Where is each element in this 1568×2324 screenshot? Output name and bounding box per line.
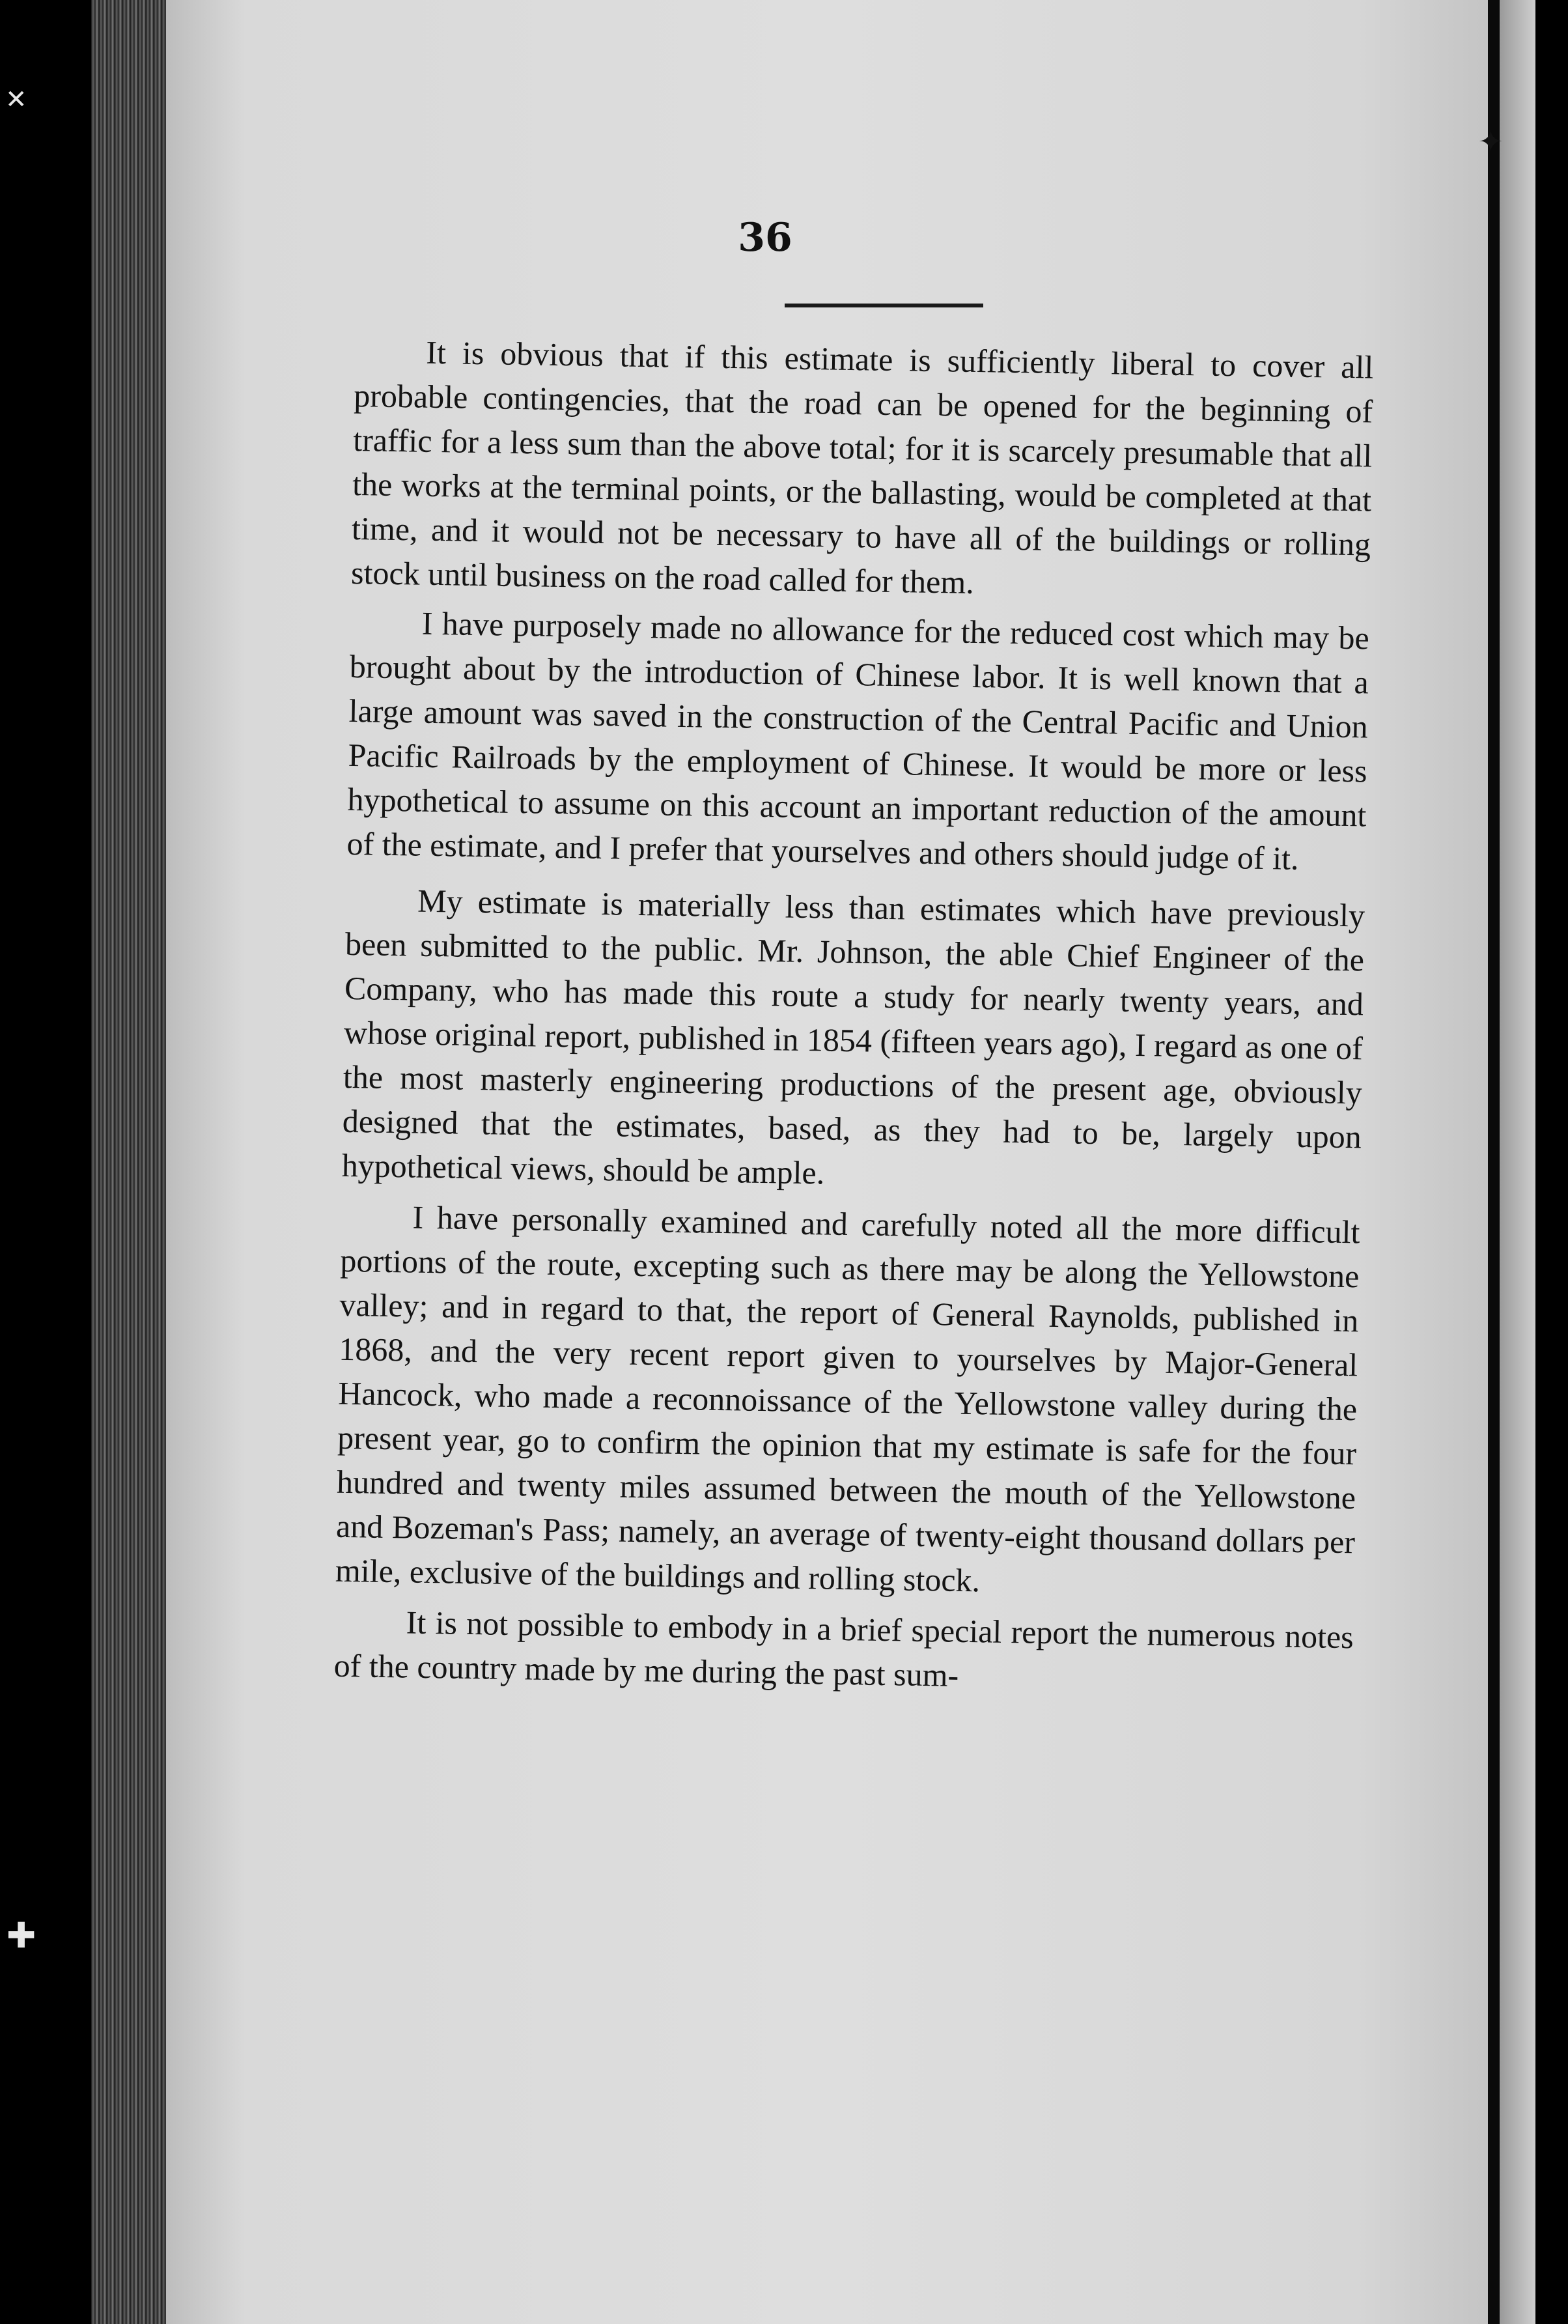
paragraph: I have purposely made no allowance for the reduced cost which may be brought about by the introduction of Chinese labor. It is well known that a large amount was saved in the construction of the Central Pacific and Union Pacific Railroads by the employment of Chinese. It would be more or less hypothetical to assume on this account an important reduction of the amount of the estimate, and I prefer that yourselves and others should judge of it. bbox=[346, 604, 1370, 877]
paragraph: It is not possible to embody in a brief special report the numerous notes of the country made by me during the past sum- bbox=[333, 1604, 1354, 1693]
page-number: 36 bbox=[738, 215, 792, 261]
paragraph: My estimate is materially less than estimates which have previously been submitted to the public. Mr. Johnson, the able Chief Engineer of the Company, who has made this route a study for nearly twenty years, and whose original report, published in 1854 (fifteen years ago), I regard as one of the most masterly engineering productions of the present age, obviously designed that the estimates, based, as they had to be, largely upon hypothetical views, should be ample. bbox=[341, 882, 1365, 1191]
scan-speck: ✚ bbox=[7, 1915, 36, 1956]
scan-speck: ✕ bbox=[5, 85, 27, 115]
gutter-shadow bbox=[1488, 0, 1500, 2324]
header-rule bbox=[785, 304, 983, 307]
adjacent-page-edge bbox=[1500, 0, 1535, 2324]
body-text bbox=[333, 329, 1374, 1708]
scan-speck: ✦ bbox=[1478, 124, 1504, 159]
page-stack-edge bbox=[91, 0, 169, 2324]
paragraph: It is obvious that if this estimate is sufficiently liberal to cover all probable contingencies, that the road can be opened for the beginning of traffic for a less sum than the above total; for it is scarcely presumable that all the works at the terminal points, or the ballasting, would be completed at that time, and it would not be necessary to have all of the buildings or rolling stock until business on the road called for them. bbox=[350, 333, 1374, 601]
paragraph: I have personally examined and carefully noted all the more difficult portions of the route, excepting such as there may be along the Yellowstone valley; and in regard to that, the report of General Raynolds, published in 1868, and the very recent report given to yourselves by Major-General Hancock, who made a reconnoissance of the Yellowstone valley during the present year, go to confirm the opinion that my estimate is safe for the four hundred and twenty miles assumed between the mouth of the Yellowstone and Bozeman's Pass; namely, an average of twenty-eight thousand dollars per mile, exclusive of the buildings and rolling stock. bbox=[335, 1198, 1360, 1599]
